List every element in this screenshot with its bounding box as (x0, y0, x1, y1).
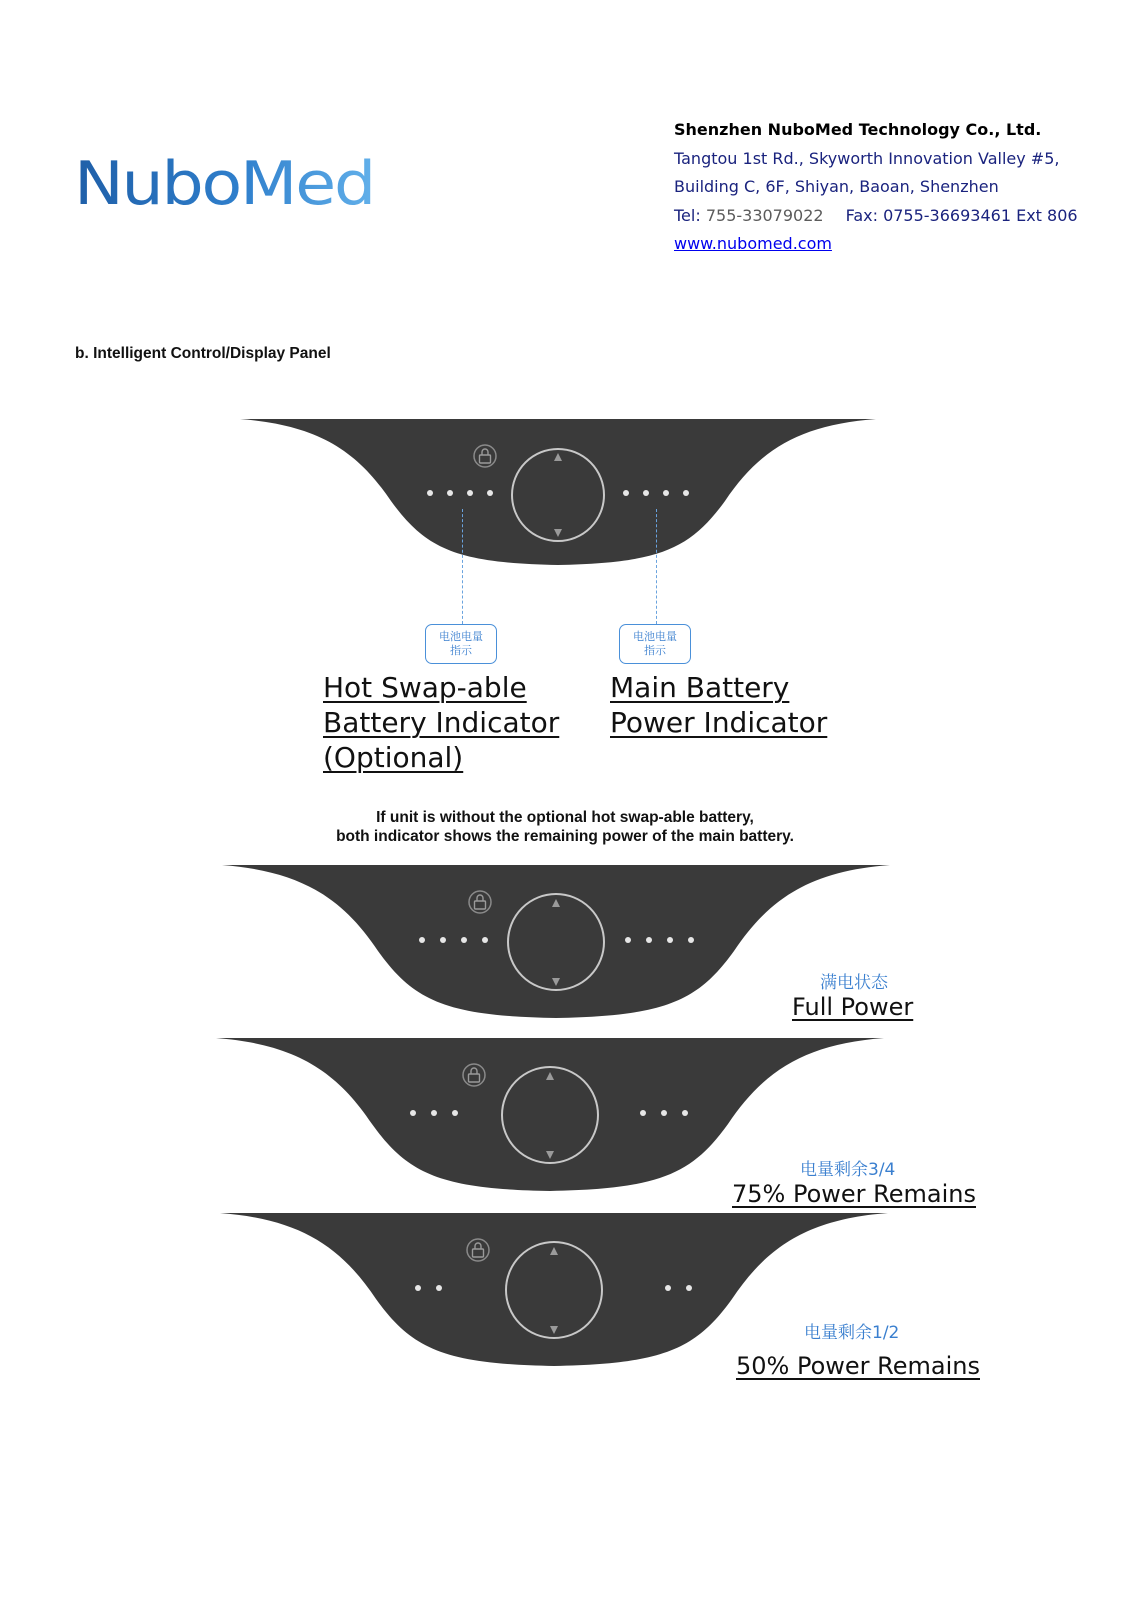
logo-text: NuboMed (74, 149, 374, 219)
tel-label: Tel: (674, 205, 701, 225)
label-line: Main Battery (610, 671, 790, 704)
right-indicator-tag (619, 624, 691, 664)
main-battery-indicator-label (610, 670, 827, 740)
indicator-note (260, 808, 870, 846)
label-line: (Optional) (323, 741, 464, 774)
indicator-dot (643, 490, 649, 496)
indicator-dot (415, 1285, 421, 1291)
control-panel-diagram (240, 419, 876, 569)
contact-line (674, 202, 1114, 231)
left-indicator-tag (425, 624, 497, 664)
left-connector-line (462, 509, 463, 624)
indicator-dot (646, 937, 652, 943)
indicator-dot (665, 1285, 671, 1291)
indicator-dot (683, 490, 689, 496)
panel-body (240, 419, 876, 565)
panel-body (222, 865, 890, 1018)
indicator-dot (440, 937, 446, 943)
indicator-dot (625, 937, 631, 943)
right-connector-line (656, 509, 657, 624)
hot-swap-indicator-label (323, 670, 559, 775)
indicator-dot (667, 937, 673, 943)
indicator-dot (436, 1285, 442, 1291)
full-power-cn-label: 满电状态 (820, 973, 888, 993)
full-power-label: Full Power (792, 993, 914, 1021)
indicator-dot (427, 490, 433, 496)
full-power-panel (222, 865, 890, 1021)
power-50-panel (220, 1213, 888, 1369)
tag-line: 指示 (644, 644, 666, 657)
indicator-dot (452, 1110, 458, 1116)
power-75-label: 75% Power Remains (732, 1180, 976, 1208)
indicator-dot (682, 1110, 688, 1116)
indicator-dot (431, 1110, 437, 1116)
label-line: Battery Indicator (323, 706, 560, 739)
indicator-dot (663, 490, 669, 496)
panel-body (220, 1213, 888, 1366)
power-50-label: 50% Power Remains (736, 1352, 980, 1380)
note-line: both indicator shows the remaining power of the main battery. (336, 828, 794, 845)
tel-number: 755-33079022 (705, 205, 824, 225)
tag-line: 指示 (450, 644, 472, 657)
nubomed-logo (72, 142, 382, 220)
address-line-1: Tangtou 1st Rd., Skyworth Innovation Valley #5, (674, 148, 1060, 168)
indicator-dot (482, 937, 488, 943)
fax: Fax: 0755-36693461 Ext 806 (845, 205, 1078, 225)
website-link[interactable]: www.nubomed.com (674, 234, 832, 253)
indicator-dot (467, 490, 473, 496)
company-name: Shenzhen NuboMed Technology Co., Ltd. (674, 120, 1042, 139)
section-heading: b. Intelligent Control/Display Panel (75, 345, 331, 362)
indicator-dot (688, 937, 694, 943)
power-75-panel (216, 1038, 884, 1194)
indicator-dot (461, 937, 467, 943)
tag-line: 电池电量 (633, 630, 677, 643)
power-50-cn-label: 电量剩余1/2 (804, 1323, 900, 1343)
indicator-dot (447, 490, 453, 496)
label-line: Hot Swap-able (323, 671, 527, 704)
indicator-dot (487, 490, 493, 496)
indicator-dot (419, 937, 425, 943)
indicator-dot (686, 1285, 692, 1291)
tag-line: 电池电量 (439, 630, 483, 643)
indicator-dot (661, 1110, 667, 1116)
panel-body (216, 1038, 884, 1191)
indicator-dot (640, 1110, 646, 1116)
power-75-cn-label: 电量剩余3/4 (800, 1160, 896, 1180)
address-line-2: Building C, 6F, Shiyan, Baoan, Shenzhen (674, 177, 999, 196)
indicator-dot (623, 490, 629, 496)
label-line: Power Indicator (610, 706, 828, 739)
indicator-dot (410, 1110, 416, 1116)
company-info (674, 116, 1114, 259)
note-line: If unit is without the optional hot swap-able battery, (376, 809, 754, 826)
